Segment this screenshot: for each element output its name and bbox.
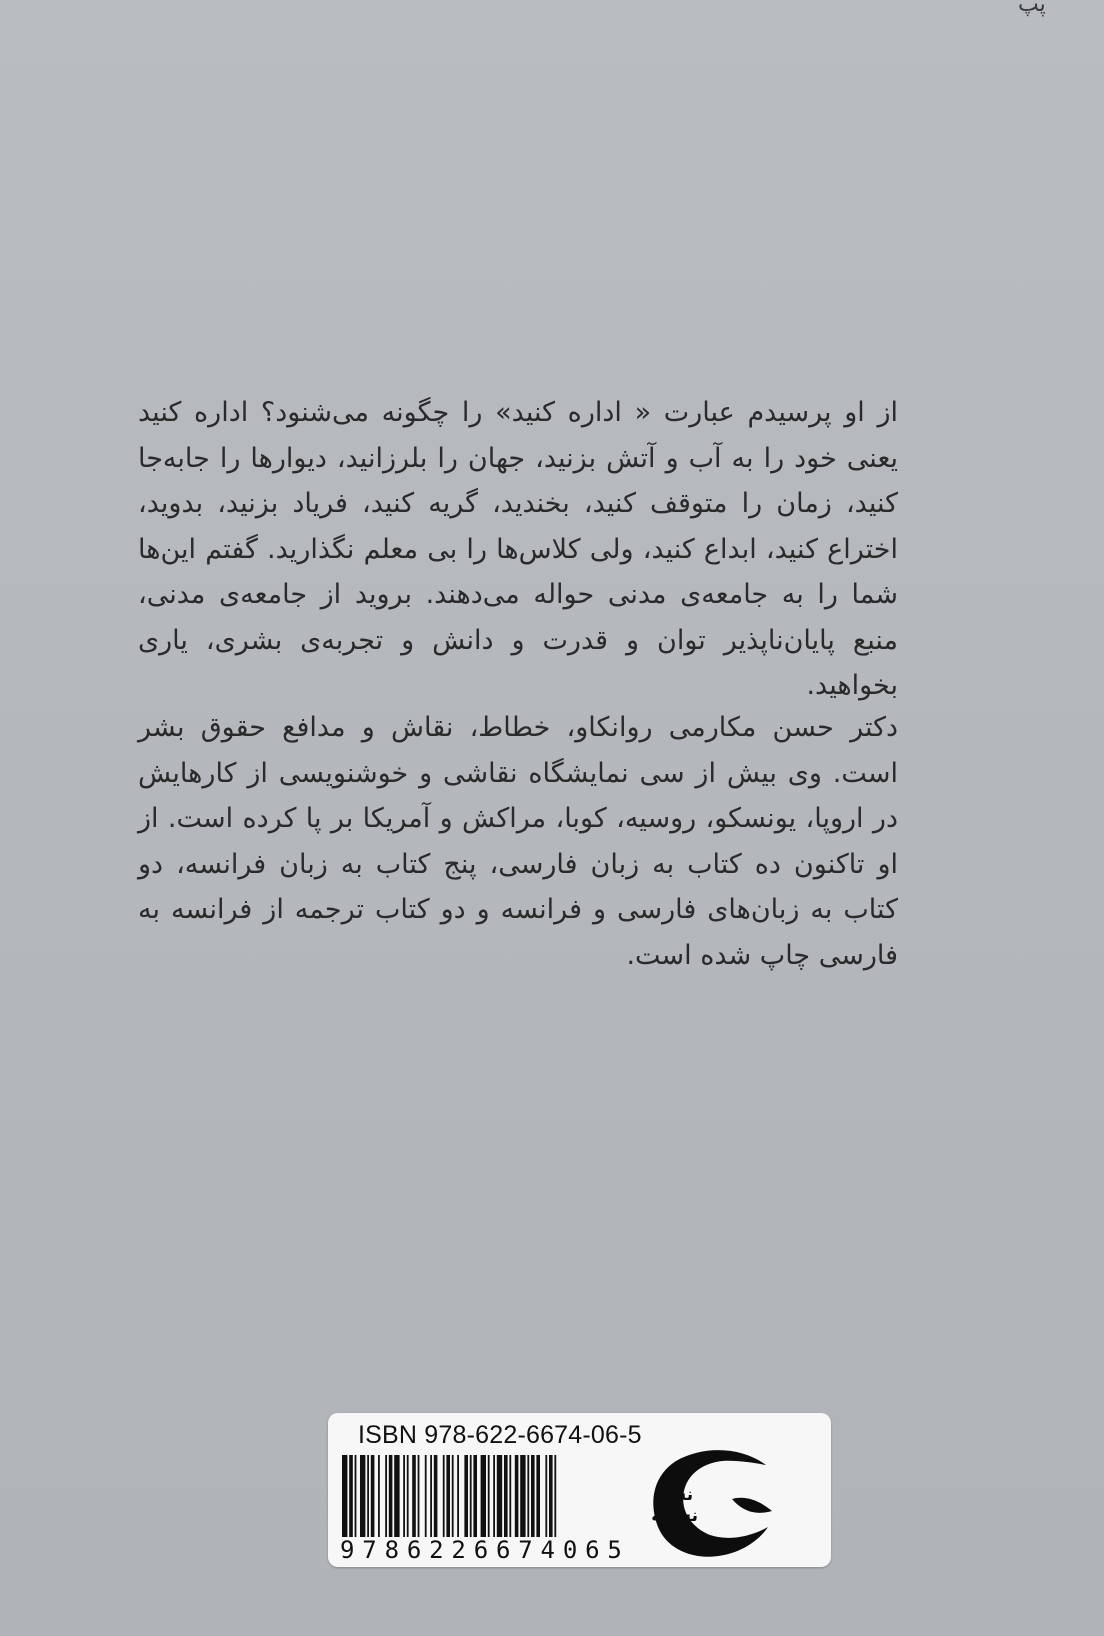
barcode-digit: 2 xyxy=(451,1536,466,1564)
barcode-digit: 2 xyxy=(429,1536,444,1564)
publisher-name xyxy=(651,1485,698,1527)
barcode-digit: 5 xyxy=(607,1536,622,1564)
barcode-digit: 6 xyxy=(585,1536,600,1564)
isbn-label: ISBN 978-622-6674-06-5 xyxy=(358,1421,642,1449)
barcode-digit: 0 xyxy=(562,1536,578,1564)
barcode-digit: 7 xyxy=(362,1536,377,1564)
author-bio-paragraph: دکتر حسن مکارمی روانکاو، خطاط، نقاش و مدافع حقوق بشر است. وی بیش از سی نمایشگاه نقاشی و خوشنویسی از کارهایش در اروپا، یونسکو، روسیه، کوبا، مراکش و آمریکا بر پا کرده است. از او تاکنون ده کتاب به زبان فارسی، پنج کتاب به زبان فرانسه، دو کتاب به زبان‌های فارسی و فرانسه و دو کتاب ترجمه از فرانسه به فارسی چاپ شده است. xyxy=(138,712,898,971)
barcode-digit: 7 xyxy=(518,1536,533,1564)
corner-mark: پپ xyxy=(1018,0,1046,17)
barcode-digit: 6 xyxy=(495,1536,511,1564)
barcode-digits xyxy=(340,1536,622,1564)
barcode-digit: 6 xyxy=(406,1536,422,1564)
publisher-name-line1: نشر xyxy=(658,1485,694,1505)
quote-paragraph-block xyxy=(138,390,898,709)
barcode-digit: 6 xyxy=(473,1536,489,1564)
isbn-barcode-sticker xyxy=(328,1413,831,1567)
publisher-name-line2: نشانه xyxy=(651,1506,698,1526)
barcode-digit: 8 xyxy=(384,1536,400,1564)
barcode-digit: 9 xyxy=(340,1536,355,1564)
barcode-digit: 4 xyxy=(540,1536,555,1564)
barcode-icon xyxy=(340,1455,622,1537)
quote-paragraph: از او پرسیدم عبارت « اداره کنید» را چگونه می‌شنود؟ اداره کنید یعنی خود را به آب و آتش بزنید، جهان را بلرزانید، دیوارها را جابه‌جا کنید، زمان را متوقف کنید، بخندید، گریه کنید، فریاد بزنید، بدوید، اختراع کنید، ابداع کنید، ولی کلاس‌ها را بی معلم نگذارید. گفتم این‌ها شما را به جامعه‌ی مدنی حواله می‌دهند. بروید از جامعه‌ی مدنی، منبع پایان‌ناپذیر توان و قدرت و دانش و تجربه‌ی بشری، یاری بخواهید. xyxy=(138,397,898,701)
author-bio-block xyxy=(138,705,898,978)
